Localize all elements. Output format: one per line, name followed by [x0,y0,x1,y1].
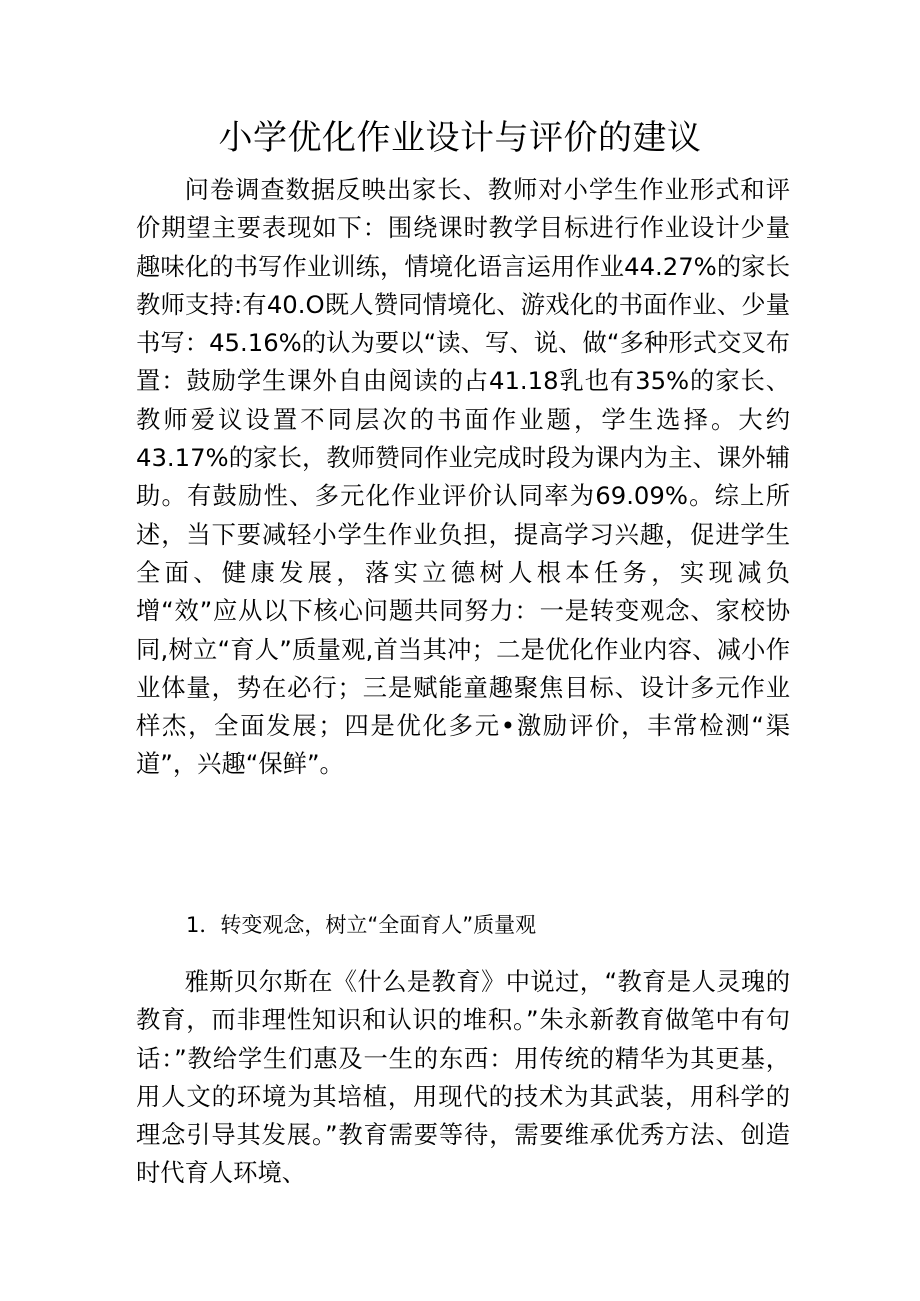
document-title: 小学优化作业设计与评价的建议 [218,118,702,158]
body-paragraph-2: 雅斯贝尔斯在《什么是教育》中说过，“教育是人灵瑰的教育，而非理性知识和认识的堆积。”朱永新教育做笔中有句话：”教给学生们惠及一生的东西：用传统的精华为其更基，用人文的环境为其培植，用现代的技术为其武装，用科学的理念引导其发展。”教育需要等待，需要维承优秀方法、创造时代育人环境、 [136,967,790,1188]
section-heading: 1．转变观念，树立“全面育人”质量观 [186,913,537,937]
body-paragraph-1: 问卷调查数据反映出家长、教师对小学生作业形式和评价期望主要表现如下：围绕课时教学目标进行作业设计少量趣味化的书写作业训练，情境化语言运用作业44.27%的家长教师支持:有40.O既人赞同情境化、游戏化的书面作业、少量书写：45.16%的认为要以“读、写、说、做“多种形式交叉布置：鼓励学生课外自由阅读的占41.18乳也有35%的家长、教师爱议设置不同层次的书面作业题，学生选择。大约43.17%的家长，教师赞同作业完成时段为课内为主、课外辅助。有鼓励性、多元化作业评价认同率为69.09%。综上所述，当下要减轻小学生作业负担，提高学习兴趣，促进学生全面、健康发展，落实立德树人根本任务，实现减负增“效”应从以下核心问题共同努力：一是转变观念、家校协同,树立“育人”质量观,首当其冲；二是优化作业内容、减小作业体量，势在必行；三是赋能童趣聚焦目标、设计多元作业样杰，全面发展；四是优化多元•激励评价，丰常检测“渠道”，兴趣“保鲜”。 [136,175,790,779]
